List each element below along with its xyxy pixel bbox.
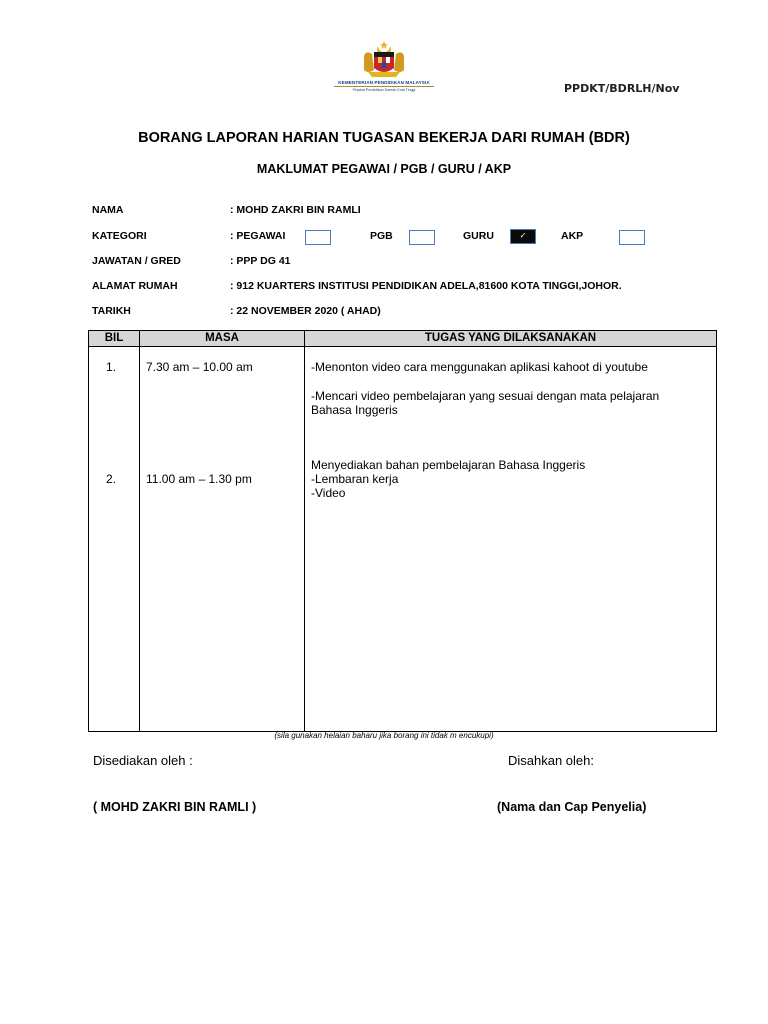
tarikh-value: : 22 NOVEMBER 2020 ( AHAD) bbox=[230, 305, 381, 317]
approved-by-name: (Nama dan Cap Penyelia) bbox=[497, 800, 647, 814]
guru-checkbox[interactable]: ✓ bbox=[510, 229, 536, 244]
form-title: BORANG LAPORAN HARIAN TUGASAN BEKERJA DARI RUMAH (BDR) bbox=[138, 130, 630, 146]
logo-ministry-name: KEMENTERIAN PENDIDIKAN MALAYSIA bbox=[338, 80, 430, 85]
task-table bbox=[88, 330, 717, 732]
nama-label: NAMA bbox=[92, 204, 124, 216]
jawatan-label: JAWATAN / GRED bbox=[92, 255, 181, 267]
reference-code: PPDKT/BDRLH/Nov bbox=[564, 82, 680, 95]
pgb-checkbox[interactable] bbox=[409, 230, 435, 245]
row-2-masa: 11.00 am – 1.30 pm bbox=[146, 472, 252, 486]
jawatan-value: : PPP DG 41 bbox=[230, 255, 291, 267]
kategori-guru-label: GURU bbox=[463, 230, 494, 242]
row-2-task-3: -Video bbox=[311, 486, 346, 500]
kategori-pegawai-label: : PEGAWAI bbox=[230, 230, 286, 242]
kategori-pgb-label: PGB bbox=[370, 230, 393, 242]
alamat-value: : 912 KUARTERS INSTITUSI PENDIDIKAN ADELA,81600 KOTA TINGGI,JOHOR. bbox=[230, 280, 622, 292]
akp-checkbox[interactable] bbox=[619, 230, 645, 245]
column-divider bbox=[139, 331, 140, 731]
nama-value: : MOHD ZAKRI BIN RAMLI bbox=[230, 204, 361, 216]
row-1-task-2: -Mencari video pembelajaran yang sesuai dengan mata pelajaran bbox=[311, 389, 660, 403]
tarikh-label: TARIKH bbox=[92, 305, 131, 317]
alamat-label: ALAMAT RUMAH bbox=[92, 280, 178, 292]
row-2-task-2: -Lembaran kerja bbox=[311, 472, 399, 486]
approved-by-label: Disahkan oleh: bbox=[508, 753, 594, 768]
row-1-masa: 7.30 am – 10.00 am bbox=[146, 360, 253, 374]
pegawai-checkbox[interactable] bbox=[305, 230, 331, 245]
prepared-by-label: Disediakan oleh : bbox=[93, 753, 193, 768]
logo-divider bbox=[334, 86, 434, 87]
kategori-label: KATEGORI bbox=[92, 230, 147, 242]
table-note: (sila gunakan helaian baharu jika borang ini tidak m encukupi) bbox=[274, 731, 494, 740]
header-tugas: TUGAS YANG DILAKSANAKAN bbox=[424, 332, 597, 344]
row-1-task-3: Bahasa Inggeris bbox=[311, 403, 398, 417]
logo-office-name: Pejabat Pendidikan Daerah Kota Tinggi bbox=[352, 88, 416, 92]
header-bil: BIL bbox=[104, 332, 124, 344]
row-2-task-1: Menyediakan bahan pembelajaran Bahasa Inggeris bbox=[311, 458, 586, 472]
column-divider bbox=[304, 331, 305, 731]
row-1-bil: 1. bbox=[106, 360, 117, 374]
form-subtitle: MAKLUMAT PEGAWAI / PGB / GURU / AKP bbox=[256, 162, 512, 176]
header-masa: MASA bbox=[205, 332, 239, 344]
coat-of-arms-icon bbox=[330, 40, 438, 82]
prepared-by-name: ( MOHD ZAKRI BIN RAMLI ) bbox=[93, 800, 257, 814]
row-1-task-1: -Menonton video cara menggunakan aplikasi kahoot di youtube bbox=[311, 360, 648, 374]
row-2-bil: 2. bbox=[106, 472, 117, 486]
kategori-akp-label: AKP bbox=[561, 230, 584, 242]
